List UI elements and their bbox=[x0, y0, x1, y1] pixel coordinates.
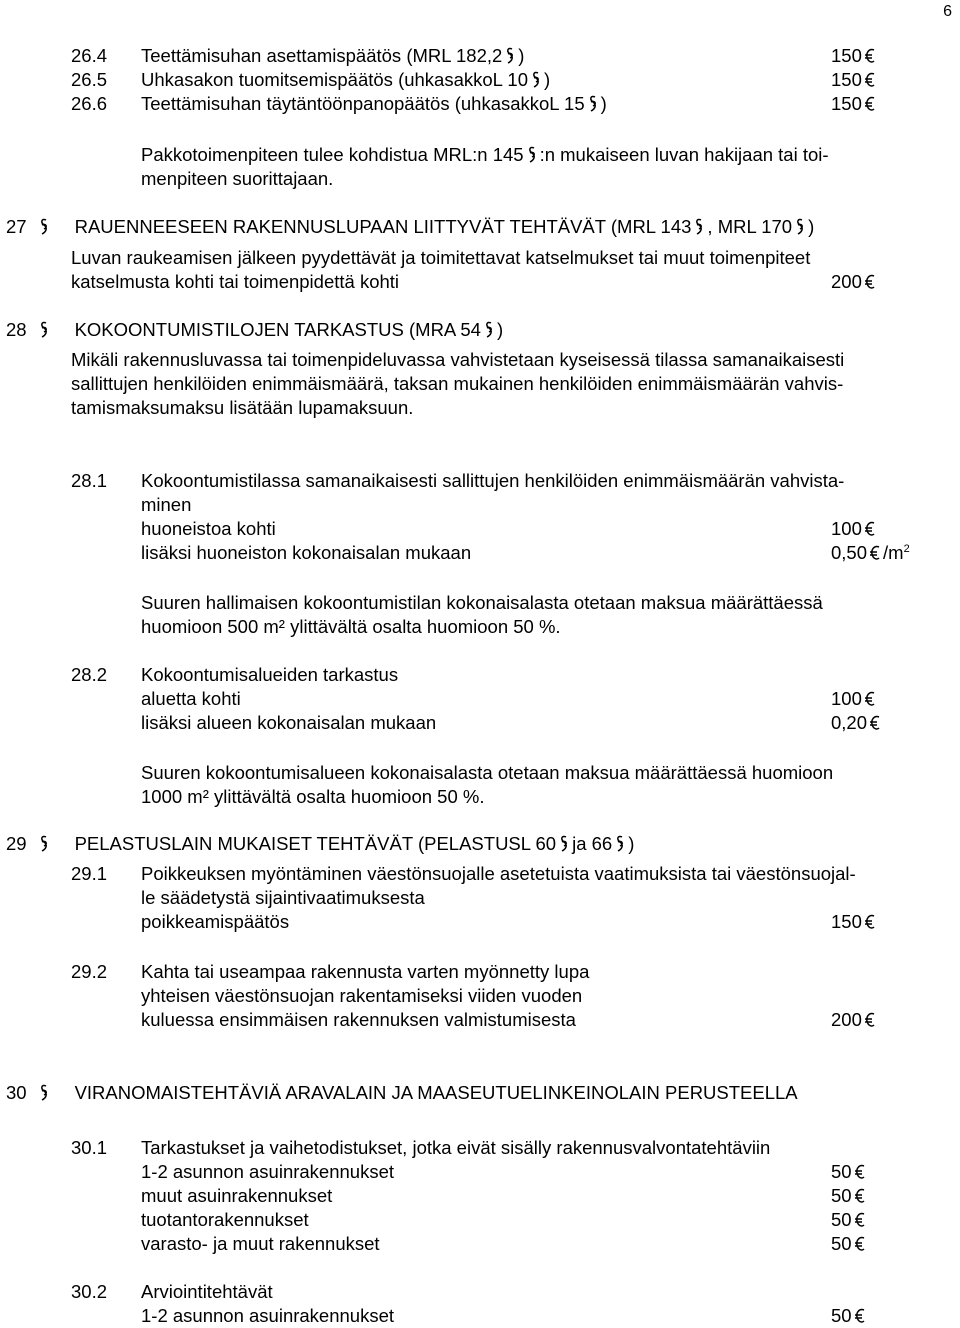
section-28-p1: Mikäli rakennusluvassa tai toimenpideluvassa vahvistetaan kyseisessä tilassa samanaikaisesti bbox=[71, 349, 845, 370]
section-sign-icon bbox=[531, 70, 541, 90]
euro-icon bbox=[865, 912, 875, 932]
section-sign-icon bbox=[795, 217, 805, 237]
sub-29-2-l1: Kahta tai useampaa rakennusta varten myönnetty lupa bbox=[141, 961, 590, 982]
sub-30-1-row-price: 50 bbox=[831, 1160, 868, 1184]
sub-28-1-r2-label: lisäksi huoneiston kokonaisalan mukaan bbox=[141, 542, 472, 563]
euro-icon bbox=[865, 272, 875, 292]
euro-icon bbox=[855, 1186, 865, 1206]
sub-30-1-num: 30.1 bbox=[71, 1137, 108, 1158]
section-sign-icon bbox=[39, 1083, 49, 1103]
section-sign-icon bbox=[505, 46, 515, 66]
euro-icon bbox=[855, 1306, 865, 1326]
sub-29-1-l1: Poikkeuksen myöntäminen väestönsuojalle asetetuista vaatimuksista tai väestönsuojal- bbox=[141, 863, 856, 884]
sub-30-1-row-price: 50 bbox=[831, 1232, 868, 1256]
section-29-heading: 29 PELASTUSLAIN MUKAISET TEHTÄVÄT (PELASTUSL 60 ja 66 ) bbox=[6, 833, 635, 854]
euro-icon bbox=[865, 1010, 875, 1030]
sub-28-1-r2-price: 0,50 $/m^2$ bbox=[831, 542, 910, 563]
sub-29-2-l2: yhteisen väestönsuojan rakentamiseksi viiden vuoden bbox=[141, 985, 583, 1006]
section-sign-icon bbox=[39, 217, 49, 237]
section-sign-icon bbox=[588, 94, 598, 114]
section-27-price: 200 bbox=[831, 270, 878, 294]
sub-30-1-row-label: muut asuinrakennukset bbox=[141, 1185, 333, 1206]
euro-icon bbox=[865, 519, 875, 539]
sub-29-1-r-price: 150 bbox=[831, 910, 878, 934]
sub-29-2-r-price: 200 bbox=[831, 1008, 878, 1032]
sub-28-1-note1: Suuren hallimaisen kokoontumistilan kokonaisalasta otetaan maksua määrättäessä bbox=[141, 592, 823, 613]
sub-28-2-l1: Kokoontumisalueiden tarkastus bbox=[141, 664, 399, 685]
sub-29-1-r-label: poikkeamispäätös bbox=[141, 911, 290, 932]
sub-28-2-note2: 1000 m² ylittävältä osalta huomioon 50 %. bbox=[141, 786, 485, 807]
sub-29-2-num: 29.2 bbox=[71, 961, 108, 982]
sub-28-1-num: 28.1 bbox=[71, 470, 108, 491]
item-26-5-text: Uhkasakon tuomitsemispäätös (uhkasakkoL 10 ) bbox=[141, 69, 551, 90]
euro-icon bbox=[855, 1162, 865, 1182]
item-26-5-price: 150 bbox=[831, 68, 878, 92]
note-26-line2: menpiteen suorittajaan. bbox=[141, 168, 334, 189]
sub-30-1-row-label: tuotantorakennukset bbox=[141, 1209, 309, 1230]
sub-28-1-r1-price: 100 bbox=[831, 517, 878, 541]
euro-icon bbox=[870, 713, 880, 733]
item-26-5-num: 26.5 bbox=[71, 69, 108, 90]
euro-icon bbox=[865, 94, 875, 114]
item-26-6-num: 26.6 bbox=[71, 93, 108, 114]
section-sign-icon bbox=[39, 320, 49, 340]
sub-28-1-l1: Kokoontumistilassa samanaikaisesti sallittujen henkilöiden enimmäismäärän vahvista- bbox=[141, 470, 845, 491]
section-28-p2: sallittujen henkilöiden enimmäismäärä, taksan mukainen henkilöiden enimmäismäärän vahvis- bbox=[71, 373, 844, 394]
sub-30-2-row-label: 1-2 asunnon asuinrakennukset bbox=[141, 1305, 395, 1326]
section-sign-icon bbox=[615, 834, 625, 854]
sub-30-2-row-price: 50 bbox=[831, 1304, 868, 1328]
euro-icon bbox=[865, 70, 875, 90]
euro-icon bbox=[865, 46, 875, 66]
sub-28-2-r2-label: lisäksi alueen kokonaisalan mukaan bbox=[141, 712, 437, 733]
sub-30-1-row-label: 1-2 asunnon asuinrakennukset bbox=[141, 1161, 395, 1182]
sub-28-2-note1: Suuren kokoontumisalueen kokonaisalasta otetaan maksua määrättäessä huomioon bbox=[141, 762, 834, 783]
sub-29-1-num: 29.1 bbox=[71, 863, 108, 884]
sub-30-1-row-price: 50 bbox=[831, 1184, 868, 1208]
sub-28-1-note2: huomioon 500 m² ylittävältä osalta huomioon 50 %. bbox=[141, 616, 561, 637]
sub-30-2-num: 30.2 bbox=[71, 1281, 108, 1302]
section-28-heading: 28 KOKOONTUMISTILOJEN TARKASTUS (MRA 54 ) bbox=[6, 319, 504, 340]
item-26-6-price: 150 bbox=[831, 92, 878, 116]
section-28-p3: tamismaksumaksu lisätään lupamaksuun. bbox=[71, 397, 414, 418]
item-26-4-num: 26.4 bbox=[71, 45, 108, 66]
sub-30-1-row-label: varasto- ja muut rakennukset bbox=[141, 1233, 380, 1254]
sub-29-2-r-label: kuluessa ensimmäisen rakennuksen valmistumisesta bbox=[141, 1009, 576, 1030]
item-26-6-text: Teettämisuhan täytäntöönpanopäätös (uhkasakkoL 15 ) bbox=[141, 93, 607, 114]
sub-28-2-r1-label: aluetta kohti bbox=[141, 688, 241, 709]
section-sign-icon bbox=[694, 217, 704, 237]
euro-icon bbox=[865, 689, 875, 709]
sub-30-1-l1: Tarkastukset ja vaihetodistukset, jotka eivät sisälly rakennusvalvontatehtäviin bbox=[141, 1137, 771, 1158]
euro-icon bbox=[870, 543, 880, 563]
sub-28-1-r1-label: huoneistoa kohti bbox=[141, 518, 276, 539]
note-26-line1: Pakkotoimenpiteen tulee kohdistua MRL:n 145 :n mukaiseen luvan hakijaan tai toi- bbox=[141, 144, 829, 165]
section-sign-icon bbox=[39, 834, 49, 854]
sub-28-2-r2-price: 0,20 bbox=[831, 711, 883, 735]
section-sign-icon bbox=[559, 834, 569, 854]
section-27-p2: katselmusta kohti tai toimenpidettä kohti bbox=[71, 271, 400, 292]
section-sign-icon bbox=[484, 320, 494, 340]
sub-28-1-l2: minen bbox=[141, 494, 192, 515]
sub-28-2-r1-price: 100 bbox=[831, 687, 878, 711]
item-26-4-text: Teettämisuhan asettamispäätös (MRL 182,2 ) bbox=[141, 45, 525, 66]
section-27-heading: 27 RAUENNEESEEN RAKENNUSLUPAAN LIITTYVÄT TEHTÄVÄT (MRL 143 , MRL 170 ) bbox=[6, 216, 815, 237]
item-26-4-price: 150 bbox=[831, 44, 878, 68]
euro-icon bbox=[855, 1234, 865, 1254]
section-27-p1: Luvan raukeamisen jälkeen pyydettävät ja toimitettavat katselmukset tai muut toimenpiteet bbox=[71, 247, 811, 268]
sub-28-2-num: 28.2 bbox=[71, 664, 108, 685]
sub-30-2-l1: Arviointitehtävät bbox=[141, 1281, 273, 1302]
page-number: 6 bbox=[943, 3, 952, 20]
section-sign-icon bbox=[527, 145, 537, 165]
section-30-heading: 30 VIRANOMAISTEHTÄVIÄ ARAVALAIN JA MAASEUTUELINKEINOLAIN PERUSTEELLA bbox=[6, 1082, 798, 1103]
euro-icon bbox=[855, 1210, 865, 1230]
sub-30-1-row-price: 50 bbox=[831, 1208, 868, 1232]
sub-29-1-l2: le säädetystä sijaintivaatimuksesta bbox=[141, 887, 425, 908]
